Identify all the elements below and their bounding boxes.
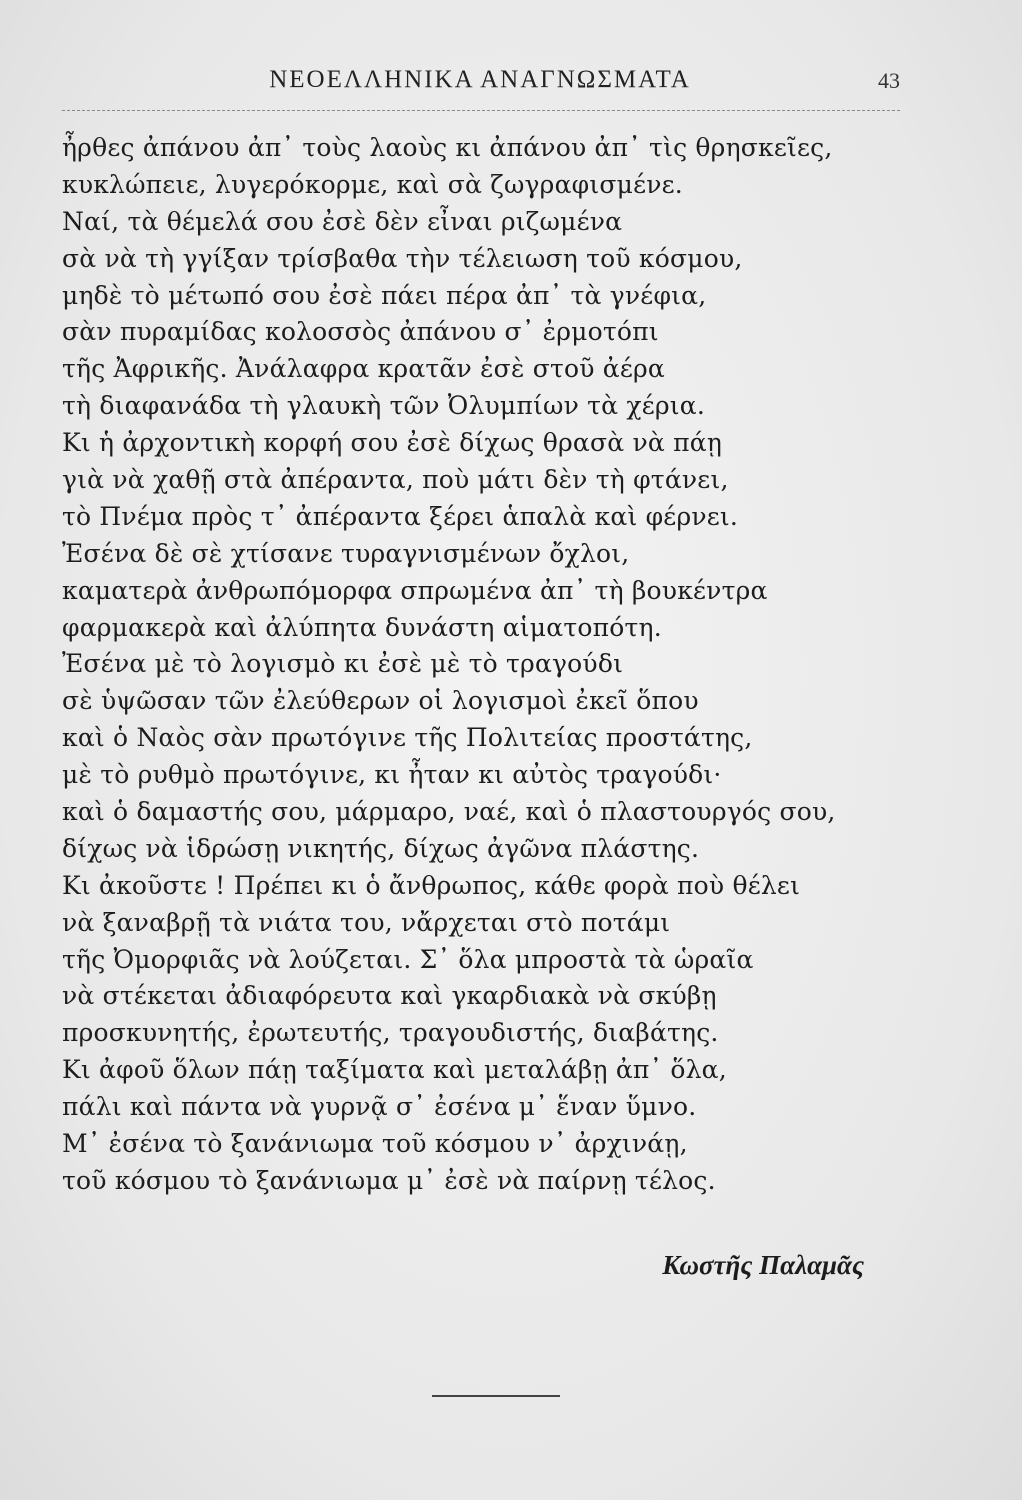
poem-line: προσκυνητής, ἐρωτευτής, τραγουδιστής, διαβάτης. <box>62 1018 719 1048</box>
poem-line: σὰ νὰ τὴ γγίξαν τρίσβαθα τὴν τέλειωση τοῦ κόσμου, <box>62 243 743 273</box>
poem-line: Ἐσένα δὲ σὲ χτίσανε τυραγνισμένων ὄχλοι, <box>62 538 630 568</box>
poem-line: καματερὰ ἀνθρωπόμορφα σπρωμένα ἀπ᾽ τὴ βουκέντρα <box>62 575 768 605</box>
poem-line: πάλι καὶ πάντα νὰ γυρνᾷ σ᾽ ἐσένα μ᾽ ἕναν ὕμνο. <box>62 1092 697 1122</box>
poem-line: τὸ Πνέμα πρὸς τ᾽ ἀπέραντα ξέρει ἁπαλὰ καὶ φέρνει. <box>62 501 739 531</box>
poem-line: κυκλώπειε, λυγερόκορμε, καὶ σὰ ζωγραφισμένε. <box>62 169 683 199</box>
poem-line: νὰ στέκεται ἀδιαφόρευτα καὶ γκαρδιακὰ νὰ σκύβῃ <box>62 981 717 1011</box>
poem-line: Κι ἀφοῦ ὅλων πάῃ ταξίματα καὶ μεταλάβῃ ἀπ᾽ ὅλα, <box>62 1055 727 1085</box>
poem-line: σὰν πυραμίδας κολοσσὸς ἀπάνου σ᾽ ἐρμοτόπι <box>62 317 659 347</box>
poem-line: Ναί, τὰ θέμελά σου ἐσὲ δὲν εἶναι ριζωμένα <box>62 206 623 236</box>
poem-line: Ἐσένα μὲ τὸ λογισμὸ κι ἐσὲ μὲ τὸ τραγούδι <box>62 649 624 679</box>
poem-line: καὶ ὁ δαμαστής σου, μάρμαρο, ναέ, καὶ ὁ πλαστουργός σου, <box>62 797 836 827</box>
author-signature: Κωστῆς Παλαμᾶς <box>662 1250 864 1280</box>
poem-line: νὰ ξαναβρῇ τὰ νιάτα του, νἄρχεται στὸ ποτάμι <box>62 907 671 937</box>
poem-line: Κι ἡ ἀρχοντικὴ κορφή σου ἐσὲ δίχως θρασὰ νὰ πάῃ <box>62 428 722 458</box>
end-divider <box>432 1395 560 1397</box>
header-divider <box>62 110 900 111</box>
poem-line: Κι ἀκοῦστε ! Πρέπει κι ὁ ἄνθρωπος, κάθε φορὰ ποὺ θέλει <box>62 870 801 900</box>
poem-line: τὴ διαφανάδα τὴ γλαυκὴ τῶν Ὀλυμπίων τὰ χέρια. <box>62 391 706 421</box>
poem-line: καὶ ὁ Ναὸς σὰν πρωτόγινε τῆς Πολιτείας προστάτης, <box>62 723 753 753</box>
running-title: ΝΕΟΕΛΛΗΝΙΚΑ ΑΝΑΓΝΩΣΜΑΤΑ <box>269 66 691 93</box>
page-number: 43 <box>878 68 900 93</box>
page-header <box>60 62 900 106</box>
poem-line: δίχως νὰ ἱδρώσῃ νικητής, δίχως ἀγῶνα πλάστης. <box>62 833 700 863</box>
poem-line: Μ᾽ ἐσένα τὸ ξανάνιωμα τοῦ κόσμου ν᾽ ἀρχινάῃ, <box>62 1129 688 1159</box>
poem-line: μηδὲ τὸ μέτωπό σου ἐσὲ πάει πέρα ἀπ᾽ τὰ γνέφια, <box>62 280 707 310</box>
poem-line: σὲ ὑψῶσαν τῶν ἐλεύθερων οἱ λογισμοὶ ἐκεῖ ὅπου <box>62 686 699 716</box>
poem-line: γιὰ νὰ χαθῇ στὰ ἀπέραντα, ποὺ μάτι δὲν τὴ φτάνει, <box>62 465 729 495</box>
poem-line: τῆς Ἀφρικῆς. Ἀνάλαφρα κρατᾶν ἐσὲ στοῦ ἀέρα <box>62 354 666 384</box>
poem-line: τοῦ κόσμου τὸ ξανάνιωμα μ᾽ ἐσὲ νὰ παίρνῃ τέλος. <box>62 1165 716 1195</box>
poem-line: φαρμακερὰ καὶ ἀλύπητα δυνάστη αἱματοπότη. <box>62 612 662 642</box>
poem-text <box>62 130 912 1200</box>
poem-line: μὲ τὸ ρυθμὸ πρωτόγινε, κι ἦταν κι αὐτὸς τραγούδι· <box>62 760 722 790</box>
poem-line: τῆς Ὀμορφιᾶς νὰ λούζεται. Σ᾽ ὅλα μπροστὰ τὰ ὡραῖα <box>62 944 754 974</box>
poem-line: ἦρθες ἀπάνου ἀπ᾽ τοὺς λαοὺς κι ἀπάνου ἀπ᾽ τὶς θρησκεῖες, <box>62 133 833 162</box>
